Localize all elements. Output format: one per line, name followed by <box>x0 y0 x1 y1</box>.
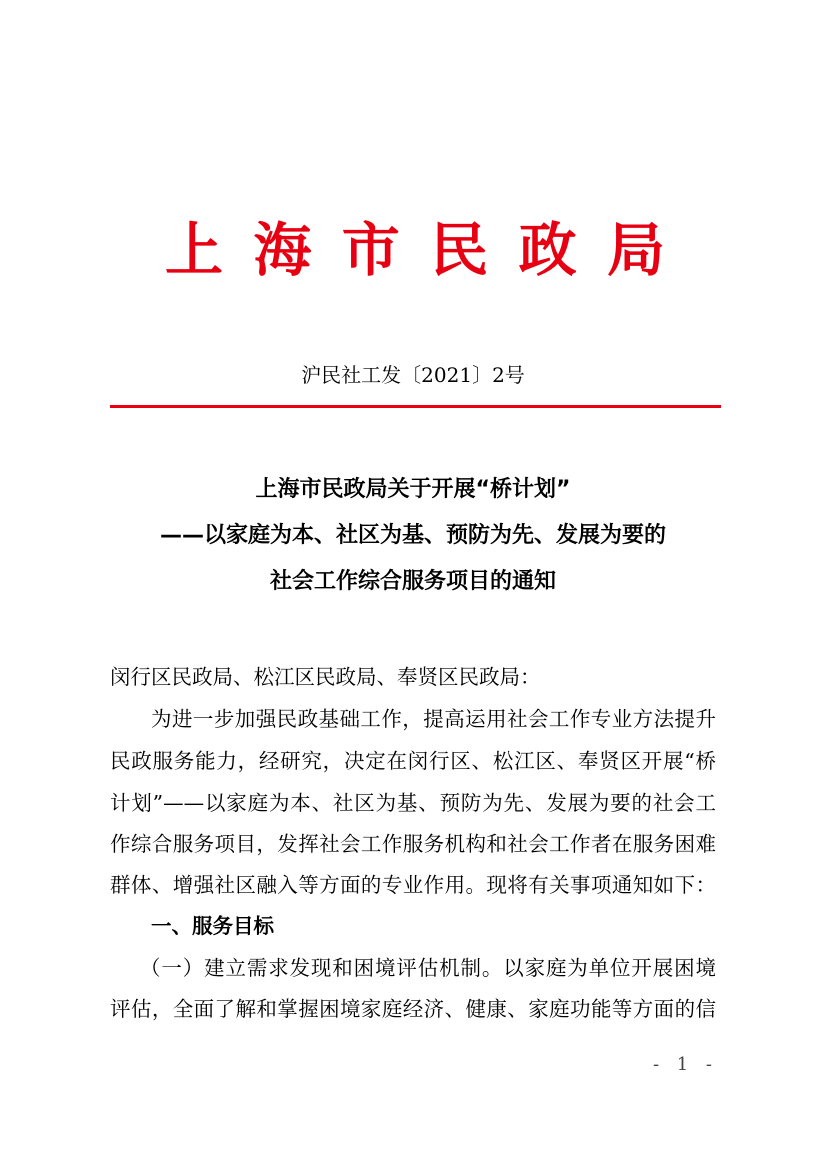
paragraph-line: （一）建立需求发现和困境评估机制。以家庭为单位开展困境 <box>140 956 716 980</box>
document-title-line-3: 社会工作综合服务项目的通知 <box>269 569 556 594</box>
paragraph-line: 计划”——以家庭为本、社区为基、预防为先、发展为要的社会工 <box>110 791 716 815</box>
issuing-organization-header: 上海市民政局 <box>165 216 665 284</box>
paragraph-line: 为进一步加强民政基础工作，提高运用社会工作专业方法提升 <box>151 707 716 731</box>
recipients: 闵行区民政局、松江区民政局、奉贤区民政局： <box>110 665 541 689</box>
document-title-line-1: 上海市民政局关于开展“桥计划” <box>255 477 571 502</box>
paragraph-line: 群体、增强社区融入等方面的专业作用。现将有关事项通知如下： <box>110 873 716 897</box>
paragraph-line: 作综合服务项目，发挥社会工作服务机构和社会工作者在服务困难 <box>110 832 716 856</box>
red-divider <box>110 405 721 408</box>
page-number: - 1 - <box>652 1054 718 1075</box>
document-number: 沪民社工发〔2021〕2号 <box>301 363 525 387</box>
paragraph-line: 评估，全面了解和掌握困境家庭经济、健康、家庭功能等方面的信 <box>110 997 716 1021</box>
section-heading: 一、服务目标 <box>151 914 274 938</box>
document-title-line-2: ——以家庭为本、社区为基、预防为先、发展为要的 <box>159 523 666 548</box>
paragraph-line: 民政服务能力，经研究，决定在闵行区、松江区、奉贤区开展“桥 <box>110 749 716 773</box>
